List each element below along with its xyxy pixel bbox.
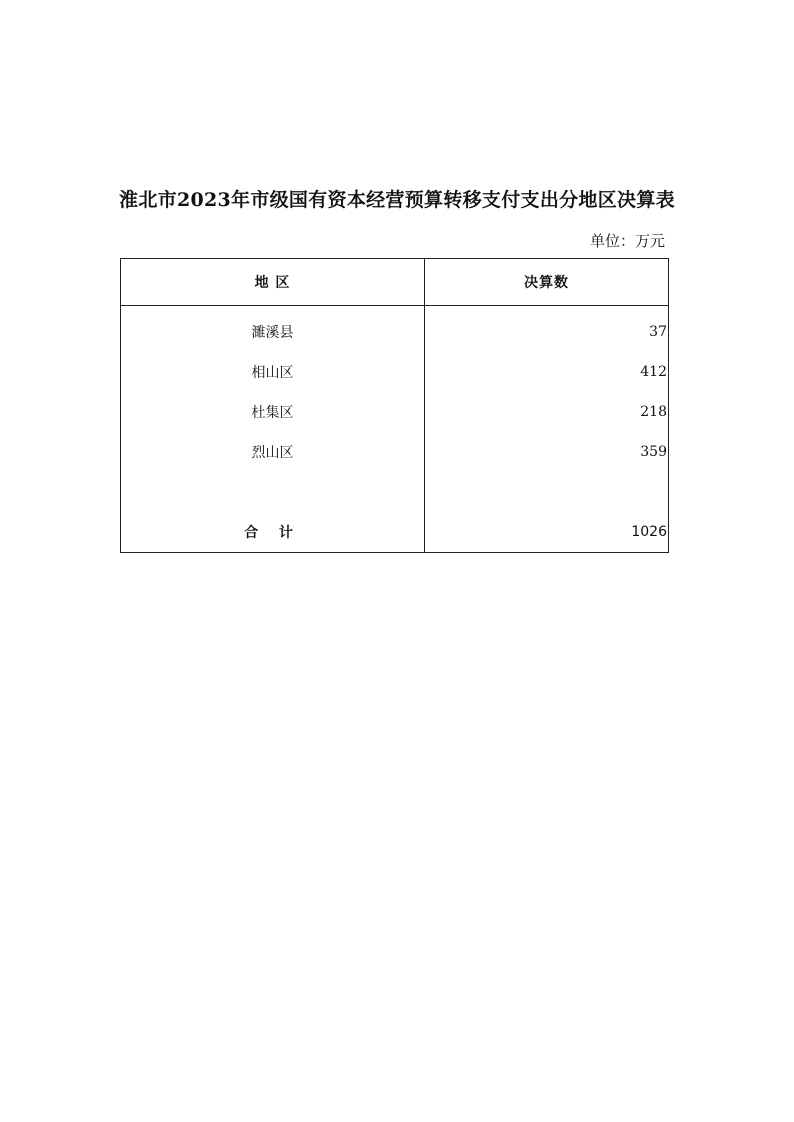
document-title: 淮北市2023年市级国有资本经营预算转移支付支出分地区决算表 (119, 189, 675, 211)
table-header-row (121, 259, 669, 306)
unit-label: 单位：万元 (589, 232, 665, 250)
amount-cell: 359 (425, 432, 669, 472)
column-header-region: 地 区 (121, 259, 425, 306)
blank-row (121, 472, 669, 512)
region-cell: 杜集区 (121, 392, 425, 432)
region-cell: 濉溪县 (121, 306, 425, 353)
amount-cell: 218 (425, 392, 669, 432)
total-label: 合 计 (121, 512, 425, 553)
table-row (121, 352, 669, 392)
total-amount: 1026 (425, 512, 669, 553)
region-cell: 烈山区 (121, 432, 425, 472)
settlement-table (120, 258, 669, 553)
amount-cell: 412 (425, 352, 669, 392)
region-cell: 相山区 (121, 352, 425, 392)
blank-cell (121, 472, 425, 512)
table-row (121, 306, 669, 353)
amount-cell: 37 (425, 306, 669, 353)
column-header-amount: 决算数 (425, 259, 669, 306)
blank-cell (425, 472, 669, 512)
table-row (121, 432, 669, 472)
total-row (121, 512, 669, 553)
table-row (121, 392, 669, 432)
